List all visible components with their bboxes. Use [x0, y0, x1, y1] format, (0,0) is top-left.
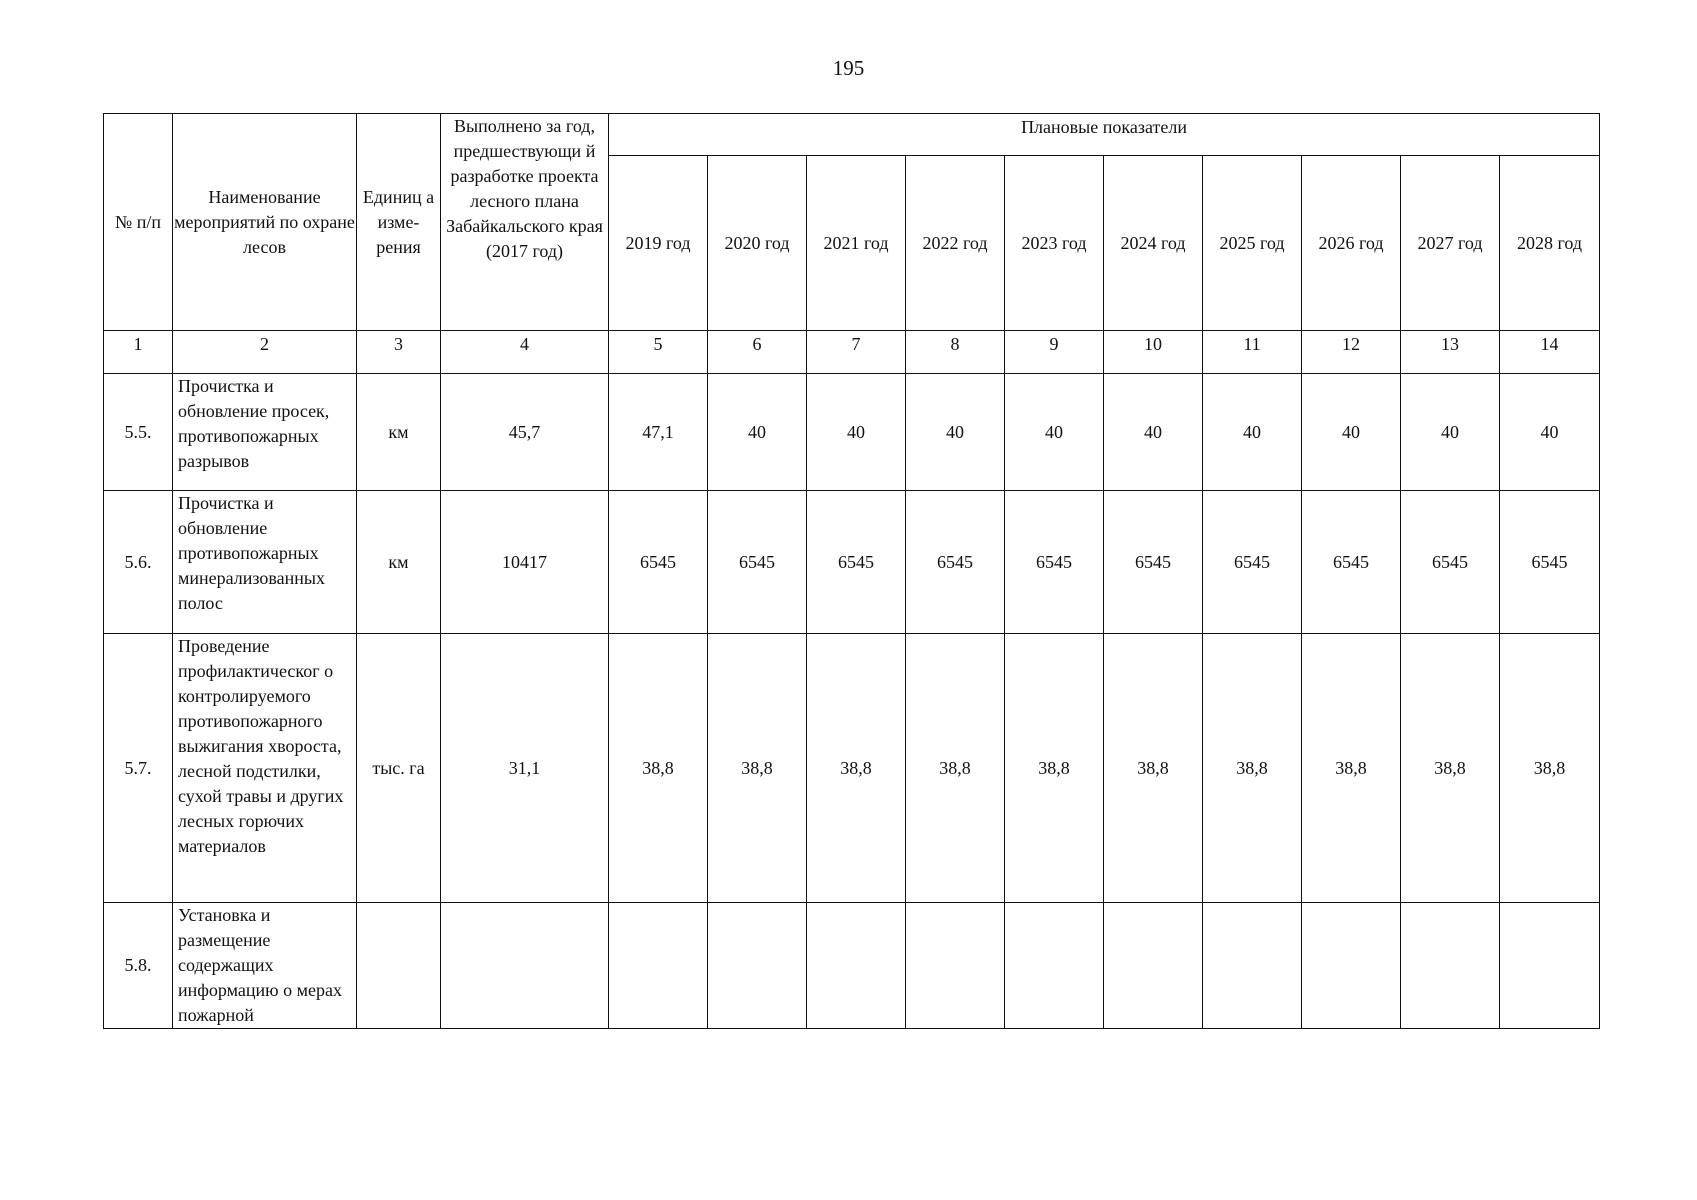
row-number: 5.5. [104, 374, 173, 491]
row-value: 38,8 [1104, 634, 1203, 903]
row-value: 6545 [807, 491, 906, 634]
column-number: 11 [1203, 331, 1302, 374]
column-number: 10 [1104, 331, 1203, 374]
column-number: 8 [906, 331, 1005, 374]
row-name: Прочистка и обновление просек, противопожарных разрывов [173, 374, 357, 491]
column-number: 5 [609, 331, 708, 374]
row-number: 5.6. [104, 491, 173, 634]
row-unit [357, 903, 441, 1029]
row-value: 6545 [906, 491, 1005, 634]
header-unit: Единиц а изме-рения [357, 114, 441, 331]
row-done: 31,1 [441, 634, 609, 903]
header-year: 2023 год [1005, 156, 1104, 331]
row-value: 38,8 [1302, 634, 1401, 903]
row-unit: км [357, 491, 441, 634]
column-number: 6 [708, 331, 807, 374]
page-number: 195 [832, 56, 865, 80]
row-value: 38,8 [807, 634, 906, 903]
row-value: 47,1 [609, 374, 708, 491]
row-value: 40 [1302, 374, 1401, 491]
row-value: 38,8 [1500, 634, 1600, 903]
row-value [906, 903, 1005, 1029]
row-value: 40 [1500, 374, 1600, 491]
row-value: 6545 [609, 491, 708, 634]
column-number: 3 [357, 331, 441, 374]
row-value: 40 [708, 374, 807, 491]
row-value: 40 [1005, 374, 1104, 491]
row-number: 5.7. [104, 634, 173, 903]
row-value: 38,8 [1203, 634, 1302, 903]
header-year: 2027 год [1401, 156, 1500, 331]
header-year: 2019 год [609, 156, 708, 331]
row-name [173, 903, 357, 1029]
column-number: 2 [173, 331, 357, 374]
row-value: 38,8 [609, 634, 708, 903]
row-value: 40 [1104, 374, 1203, 491]
row-value [1302, 903, 1401, 1029]
column-number: 14 [1500, 331, 1600, 374]
row-value: 6545 [1500, 491, 1600, 634]
row-unit: тыс. га [357, 634, 441, 903]
row-value [1104, 903, 1203, 1029]
row-name-text: Установка и размещение содержащих информацию о мерах пожарной [178, 905, 342, 1025]
row-value [609, 903, 708, 1029]
column-number-row [104, 331, 1600, 374]
row-value: 6545 [1302, 491, 1401, 634]
header-row-1 [104, 114, 1600, 156]
row-value: 6545 [1005, 491, 1104, 634]
row-value: 6545 [708, 491, 807, 634]
row-unit: км [357, 374, 441, 491]
column-number: 4 [441, 331, 609, 374]
header-year: 2020 год [708, 156, 807, 331]
table-row [104, 491, 1600, 634]
row-value: 6545 [1401, 491, 1500, 634]
row-value: 40 [1401, 374, 1500, 491]
row-value: 38,8 [906, 634, 1005, 903]
table-row [104, 374, 1600, 491]
column-number: 13 [1401, 331, 1500, 374]
header-year: 2028 год [1500, 156, 1600, 331]
row-value: 40 [906, 374, 1005, 491]
row-name: Прочистка и обновление противопожарных минерализованных полос [173, 491, 357, 634]
row-value: 6545 [1104, 491, 1203, 634]
header-name: Наименование мероприятий по охране лесов [173, 114, 357, 331]
row-value: 6545 [1203, 491, 1302, 634]
column-number: 7 [807, 331, 906, 374]
row-value [1401, 903, 1500, 1029]
header-year: 2024 год [1104, 156, 1203, 331]
row-value: 38,8 [1401, 634, 1500, 903]
column-number: 1 [104, 331, 173, 374]
table-row [104, 634, 1600, 903]
row-name: Проведение профилактическог о контролируемого противопожарного выжигания хвороста, лесной подстилки, сухой травы и других лесных горючих материалов [173, 634, 357, 903]
header-year: 2021 год [807, 156, 906, 331]
row-value [1500, 903, 1600, 1029]
row-done: 10417 [441, 491, 609, 634]
forest-protection-table [103, 113, 1600, 1029]
header-done: Выполнено за год, предшествующи й разработке проекта лесного плана Забайкальского края (2017 год) [441, 114, 609, 331]
column-number: 12 [1302, 331, 1401, 374]
row-value [1203, 903, 1302, 1029]
row-value [1005, 903, 1104, 1029]
row-done [441, 903, 609, 1029]
header-year: 2022 год [906, 156, 1005, 331]
table-row [104, 903, 1600, 1029]
row-value [708, 903, 807, 1029]
row-number: 5.8. [104, 903, 173, 1029]
row-value: 40 [807, 374, 906, 491]
row-value: 38,8 [1005, 634, 1104, 903]
row-value [807, 903, 906, 1029]
header-year: 2026 год [1302, 156, 1401, 331]
row-done: 45,7 [441, 374, 609, 491]
header-year: 2025 год [1203, 156, 1302, 331]
row-value: 40 [1203, 374, 1302, 491]
row-value: 38,8 [708, 634, 807, 903]
header-num: № п/п [104, 114, 173, 331]
column-number: 9 [1005, 331, 1104, 374]
header-planned: Плановые показатели [609, 114, 1600, 156]
